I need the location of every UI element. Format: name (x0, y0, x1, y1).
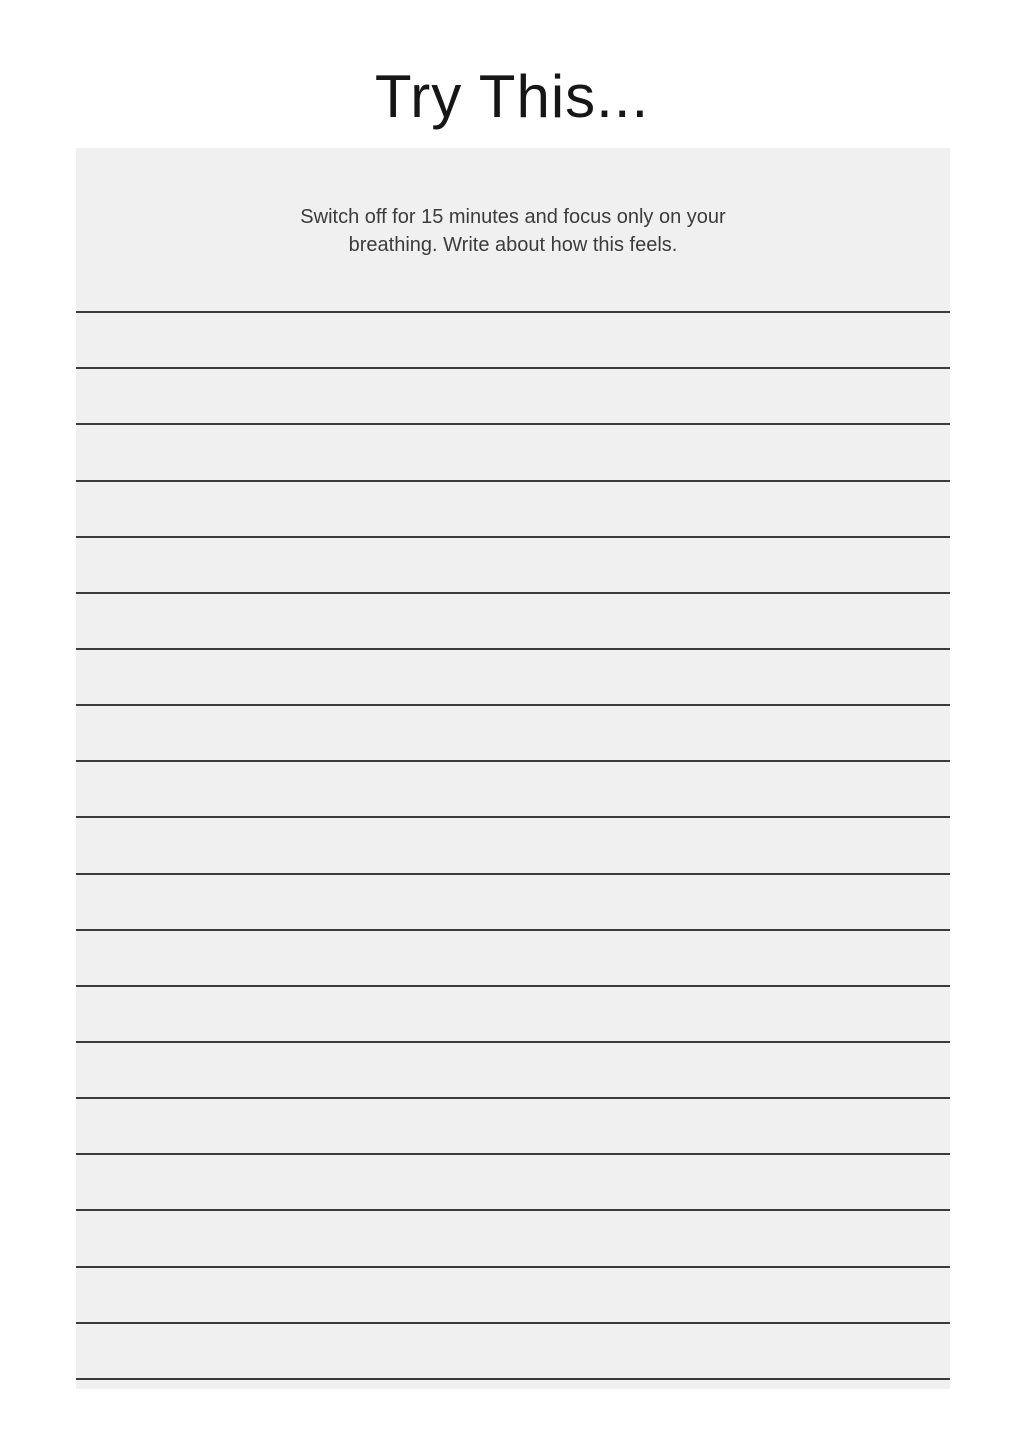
ruled-line (76, 818, 950, 874)
prompt-line-1: Switch off for 15 minutes and focus only on your (300, 206, 726, 228)
prompt-text (76, 203, 950, 259)
prompt-line-2: breathing. Write about how this feels. (348, 234, 678, 256)
ruled-line (76, 1099, 950, 1155)
ruled-line (76, 1268, 950, 1324)
ruled-line (76, 762, 950, 818)
ruled-line (76, 538, 950, 594)
page-title: Try This... (374, 63, 650, 130)
ruled-line (76, 706, 950, 762)
ruled-line (76, 931, 950, 987)
ruled-line (76, 875, 950, 931)
ruled-line (76, 1043, 950, 1099)
ruled-line (76, 369, 950, 425)
ruled-line (76, 650, 950, 706)
worksheet-panel (76, 148, 950, 1389)
ruled-line (76, 425, 950, 481)
ruled-lines (76, 257, 950, 1380)
ruled-line (76, 482, 950, 538)
ruled-line (76, 1324, 950, 1380)
ruled-line (76, 257, 950, 313)
ruled-line (76, 594, 950, 650)
ruled-line (76, 987, 950, 1043)
ruled-line (76, 1211, 950, 1267)
ruled-line (76, 1155, 950, 1211)
ruled-line (76, 313, 950, 369)
